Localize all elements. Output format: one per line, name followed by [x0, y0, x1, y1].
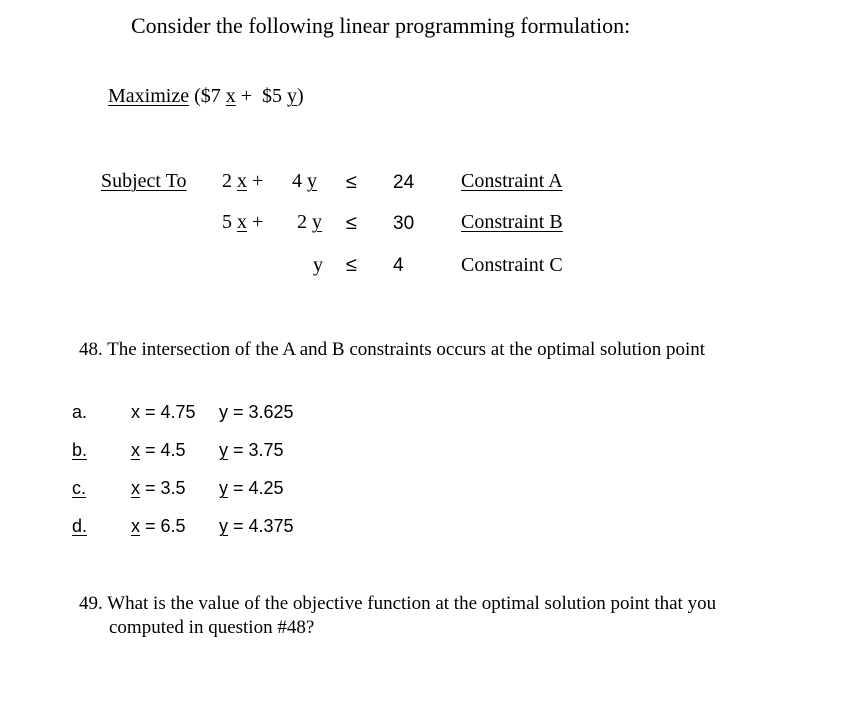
option-d-x [131, 517, 186, 535]
constraint-a-label: Constraint A [461, 170, 563, 192]
option-b-y-var: y [219, 440, 228, 460]
option-a-letter: a. [72, 402, 88, 422]
option-c-letter: c. [72, 478, 87, 498]
option-b-letter: b. [72, 440, 88, 460]
objective-close: ) [297, 85, 304, 107]
constraint-a-coef-y: 4 y [292, 170, 317, 192]
constraint-b-var-y: y [312, 211, 322, 233]
heading: Consider the following linear programming formulation: [131, 13, 631, 38]
constraint-c-operator: ≤ [346, 254, 357, 276]
constraint-a-operator: ≤ [346, 171, 357, 193]
question-48-text: 48. The intersection of the A and B constraints occurs at the optimal solution point [79, 339, 706, 360]
constraint-a-coef-x: 2 x + [222, 170, 264, 192]
objective-open: ($7 [194, 85, 221, 107]
constraint-b-coef-y: 2 y [297, 211, 322, 233]
option-c-x-var: x [131, 478, 140, 498]
option-b-x [131, 441, 186, 459]
objective-function [108, 86, 304, 106]
option-c-x [131, 479, 186, 497]
constraint-b-coef-x: 5 x + [222, 211, 264, 233]
constraint-a-rhs: 24 [393, 172, 415, 193]
objective-keyword: Maximize [108, 85, 190, 107]
option-c-y-val: = 4.25 [233, 478, 284, 498]
option-b-x-var: x [131, 440, 140, 460]
option-c-y [219, 479, 284, 497]
constraint-b-plus: + [252, 211, 264, 233]
option-b-y [219, 441, 284, 459]
constraint-a-plus: + [252, 170, 264, 192]
option-c-x-val: = 3.5 [145, 478, 186, 498]
subject-to-label: Subject To [101, 170, 187, 192]
question-49-line2: computed in question #48? [109, 617, 315, 638]
constraint-a-var-x: x [237, 170, 247, 192]
constraint-b-label: Constraint B [461, 211, 563, 233]
option-c-y-var: y [219, 478, 228, 498]
constraint-c-label: Constraint C [461, 254, 563, 276]
option-d-x-val: = 6.5 [145, 516, 186, 536]
option-d-y [219, 517, 294, 535]
option-b-y-val: = 3.75 [233, 440, 284, 460]
objective-var-x: x [225, 85, 236, 107]
option-d-y-val: = 4.375 [233, 516, 294, 536]
constraint-b-rhs: 30 [393, 213, 415, 234]
option-b-x-val: = 4.5 [145, 440, 186, 460]
option-d-x-var: x [131, 516, 140, 536]
option-a-y: y = 3.625 [219, 402, 294, 422]
objective-var-y: y [287, 85, 298, 107]
constraint-b-var-x: x [237, 211, 247, 233]
constraint-c-rhs: 4 [393, 255, 404, 276]
constraint-b-operator: ≤ [346, 212, 357, 234]
option-d-letter: d. [72, 516, 88, 536]
constraint-a-var-y: y [307, 170, 317, 192]
constraint-c-var-y: y [313, 254, 323, 276]
question-49-line1: 49. What is the value of the objective function at the optimal solution point that you [79, 593, 717, 614]
option-d-y-var: y [219, 516, 228, 536]
option-a-x: x = 4.75 [131, 402, 196, 422]
objective-coef-y: $5 [262, 85, 283, 107]
objective-plus: + [240, 85, 253, 107]
